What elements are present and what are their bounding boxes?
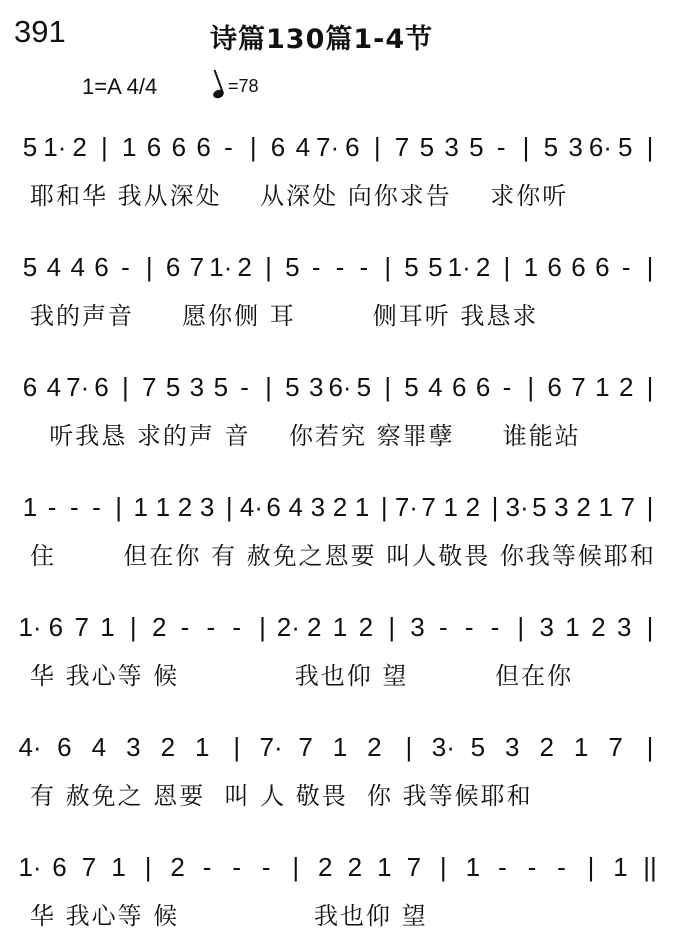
dash-hold: - — [557, 852, 566, 882]
note-digit: 3 — [410, 612, 425, 642]
note-digit: 1 — [465, 852, 481, 882]
barline: | — [527, 372, 535, 402]
note-digit: 6· — [328, 372, 352, 402]
dash-hold: - — [202, 852, 212, 882]
note-digit: 5 — [165, 372, 181, 402]
dash-hold: - — [438, 612, 448, 642]
dash-hold: - — [496, 132, 506, 162]
note-digit: 4· — [239, 492, 263, 522]
note-digit: 4 — [91, 732, 107, 762]
hymn-title: 诗篇130篇1-4节 — [210, 24, 434, 55]
note-digit: 6 — [345, 132, 360, 162]
note-digit: 6 — [48, 612, 64, 642]
note-digit: 3 — [199, 492, 215, 522]
barline: | — [259, 612, 266, 642]
note-digit: 2 — [367, 732, 382, 762]
note-digit: 3· — [505, 492, 529, 522]
note-digit: 1 — [332, 612, 348, 642]
barline: | — [646, 132, 654, 162]
note-digit: 1 — [573, 732, 589, 762]
hymn-number: 391 — [14, 14, 66, 49]
note-digit: 3 — [126, 732, 141, 762]
note-digit: 5 — [419, 132, 435, 162]
note-digit: 7 — [406, 852, 422, 882]
note-digit: 1· — [18, 852, 42, 882]
barline: | — [249, 132, 257, 162]
note-digit: 5 — [356, 372, 372, 402]
dash-hold: - — [527, 852, 537, 882]
note-digit: 6 — [547, 252, 562, 282]
barline: | — [101, 132, 108, 162]
note-digit: 1 — [332, 732, 348, 762]
notation-line-4 — [0, 478, 676, 538]
notation-line-2 — [0, 238, 676, 298]
note-digit: 5 — [22, 252, 38, 282]
note-digit: 2 — [177, 492, 193, 522]
barline: | — [233, 732, 241, 762]
barline: | — [646, 372, 654, 402]
barline: | — [122, 372, 129, 402]
note-digit: 1 — [121, 132, 137, 162]
dash-hold: - — [240, 372, 249, 402]
lyrics-line-4: 住 但在你 有 赦免之恩要 叫人敬畏 你我等候耶和 — [30, 542, 656, 570]
barline: | — [145, 252, 153, 282]
note-digit: 5 — [404, 252, 419, 282]
note-digit: 6 — [595, 252, 610, 282]
note-digit: 1 — [194, 732, 210, 762]
note-digit: 4 — [288, 492, 303, 522]
barline: | — [380, 492, 388, 522]
dash-hold: - — [464, 612, 474, 642]
note-digit: 3 — [539, 612, 554, 642]
note-digit: 2 — [72, 132, 87, 162]
dash-hold: - — [92, 492, 101, 522]
barline: | — [517, 612, 525, 642]
barline: | — [646, 492, 654, 522]
note-digit: 2 — [332, 492, 348, 522]
note-digit: 6 — [547, 372, 562, 402]
note-digit: 1 — [354, 492, 370, 522]
barline: | — [115, 492, 122, 522]
note-digit: 6 — [94, 252, 109, 282]
note-digit: 4· — [18, 732, 42, 762]
dash-hold: - — [224, 132, 233, 162]
note-digit: 1 — [22, 492, 38, 522]
note-digit: 7· — [316, 132, 340, 162]
lyrics-line-1: 耶和华 我从深处 从深处 向你求告 求你听 — [30, 182, 569, 210]
note-digit: 3 — [189, 372, 205, 402]
note-digit: 1 — [595, 372, 610, 402]
note-digit: 6 — [475, 372, 491, 402]
barline: | — [646, 612, 654, 642]
note-digit: 1· — [43, 132, 67, 162]
note-digit: 5 — [22, 132, 38, 162]
note-digit: 1 — [598, 492, 613, 522]
barline: | — [439, 852, 447, 882]
dash-hold: - — [206, 612, 216, 642]
note-digit: 4 — [46, 372, 62, 402]
dash-hold: - — [232, 612, 242, 642]
note-digit: 3 — [308, 372, 324, 402]
barline: | — [587, 852, 595, 882]
barline: | — [646, 732, 654, 762]
note-digit: 6 — [52, 852, 67, 882]
note-digit: 5 — [404, 372, 419, 402]
barline: | — [265, 252, 272, 282]
note-digit: 5 — [543, 132, 559, 162]
note-digit: 1 — [133, 492, 148, 522]
note-digit: 1 — [155, 492, 171, 522]
note-digit: 6 — [196, 132, 211, 162]
dash-hold: - — [232, 852, 242, 882]
note-digit: 2 — [539, 732, 554, 762]
note-digit: 1· — [209, 252, 233, 282]
tempo-marking — [213, 76, 259, 97]
notation-line-3 — [0, 358, 676, 418]
barline: | — [225, 492, 233, 522]
barline: | — [646, 252, 654, 282]
notation-svg-7 — [0, 838, 676, 898]
barline: | — [373, 132, 381, 162]
note-digit: 6 — [571, 252, 586, 282]
note-digit: 4 — [428, 372, 443, 402]
note-digit: 3 — [310, 492, 326, 522]
key-time-signature: 1=A 4/4 — [82, 74, 158, 99]
dash-hold: - — [498, 852, 507, 882]
notation-line-6 — [0, 718, 676, 778]
note-digit: 7 — [74, 612, 89, 642]
note-digit: 2 — [475, 252, 491, 282]
note-digit: 5 — [469, 132, 484, 162]
note-digit: 3 — [554, 492, 569, 522]
note-digit: 2 — [347, 852, 363, 882]
note-digit: 6· — [588, 132, 612, 162]
notation-line-5 — [0, 598, 676, 658]
notation-svg-6 — [0, 718, 676, 778]
note-digit: 4 — [295, 132, 311, 162]
note-digit: 2 — [591, 612, 606, 642]
note-digit: 1· — [447, 252, 471, 282]
note-digit: 7 — [620, 492, 636, 522]
dash-hold: - — [502, 372, 512, 402]
barline: | — [522, 132, 530, 162]
lyrics-line-2: 我的声音 愿你侧 耳 侧耳听 我恳求 — [30, 302, 539, 330]
note-digit: 1 — [613, 852, 628, 882]
note-digit: 6 — [171, 132, 187, 162]
notation-svg-5 — [0, 598, 676, 658]
note-digit: 7· — [394, 492, 418, 522]
note-digit: 5 — [285, 372, 300, 402]
quarter-note-icon — [212, 88, 225, 99]
notation-svg-2 — [0, 238, 676, 298]
dash-hold: - — [69, 492, 79, 522]
note-digit: 2 — [151, 612, 167, 642]
dash-hold: - — [335, 252, 345, 282]
note-digit: 7 — [394, 132, 410, 162]
barline: | — [384, 372, 392, 402]
notation-svg-3 — [0, 358, 676, 418]
note-digit: 6 — [57, 732, 72, 762]
dash-hold: - — [121, 252, 130, 282]
note-digit: 7 — [421, 492, 436, 522]
note-digit: 6 — [451, 372, 467, 402]
barline: | — [129, 612, 137, 642]
barline: | — [405, 732, 413, 762]
note-digit: 5 — [428, 252, 443, 282]
note-digit: 7 — [571, 372, 586, 402]
lyrics-line-7: 华 我心等 候 我也仰 望 — [30, 902, 428, 930]
note-digit: 7 — [189, 252, 205, 282]
note-digit: 3 — [616, 612, 632, 642]
barline: | — [384, 252, 392, 282]
note-digit: 7 — [608, 732, 623, 762]
note-digit: 1 — [111, 852, 126, 882]
note-digit: 2 — [160, 732, 176, 762]
note-digit: 5 — [470, 732, 486, 762]
note-digit: 7 — [141, 372, 157, 402]
note-digit: 1 — [100, 612, 115, 642]
lyrics-line-3: 听我恳 求的声 音 你若究 察罪孽 谁能站 — [30, 422, 581, 450]
note-digit: 7· — [259, 732, 283, 762]
note-digit: 5 — [532, 492, 547, 522]
note-digit: 4 — [70, 252, 85, 282]
note-digit: 2· — [276, 612, 300, 642]
barline: || — [643, 852, 657, 882]
notation-line-7 — [0, 838, 676, 898]
dash-hold: - — [621, 252, 631, 282]
note-digit: 3 — [568, 132, 583, 162]
note-digit: 2 — [358, 612, 374, 642]
note-digit: 1 — [443, 492, 458, 522]
dash-hold: - — [180, 612, 190, 642]
note-digit: 3· — [431, 732, 455, 762]
note-digit: 1 — [377, 852, 392, 882]
dash-hold: - — [490, 612, 500, 642]
note-digit: 2 — [170, 852, 185, 882]
dash-hold: - — [311, 252, 321, 282]
note-digit: 6 — [270, 132, 286, 162]
note-digit: 5 — [285, 252, 300, 282]
note-digit: 3 — [444, 132, 459, 162]
note-digit: 7 — [81, 852, 97, 882]
notation-line-1 — [0, 118, 676, 178]
note-digit: 6 — [94, 372, 109, 402]
barline: | — [292, 852, 300, 882]
barline: | — [503, 252, 511, 282]
tempo-value: =78 — [228, 76, 259, 96]
barline: | — [144, 852, 152, 882]
note-digit: 7· — [66, 372, 90, 402]
note-digit: 2 — [576, 492, 591, 522]
lyrics-line-5: 华 我心等 候 我也仰 望 但在你 — [30, 662, 574, 690]
dash-hold: - — [359, 252, 369, 282]
barline: | — [491, 492, 499, 522]
notation-svg-1 — [0, 118, 676, 178]
note-digit: 7 — [298, 732, 313, 762]
barline: | — [265, 372, 272, 402]
notation-svg-4 — [0, 478, 676, 538]
note-digit: 6 — [165, 252, 181, 282]
note-digit: 5 — [617, 132, 633, 162]
note-digit: 1 — [565, 612, 580, 642]
note-digit: 3 — [504, 732, 520, 762]
note-digit: 2 — [317, 852, 333, 882]
note-digit: 2 — [237, 252, 252, 282]
note-digit: 2 — [306, 612, 322, 642]
dash-hold: - — [261, 852, 271, 882]
lyrics-line-6: 有 赦免之 恩要 叫 人 敬畏 你 我等候耶和 — [30, 782, 533, 810]
note-digit: 4 — [46, 252, 62, 282]
note-digit: 1 — [523, 252, 539, 282]
note-digit: 2 — [618, 372, 634, 402]
note-digit: 6 — [146, 132, 162, 162]
note-digit: 1· — [18, 612, 42, 642]
note-digit: 2 — [465, 492, 481, 522]
note-digit: 6 — [22, 372, 38, 402]
note-digit: 5 — [213, 372, 229, 402]
note-digit: 6 — [266, 492, 281, 522]
dash-hold: - — [47, 492, 57, 522]
barline: | — [388, 612, 396, 642]
